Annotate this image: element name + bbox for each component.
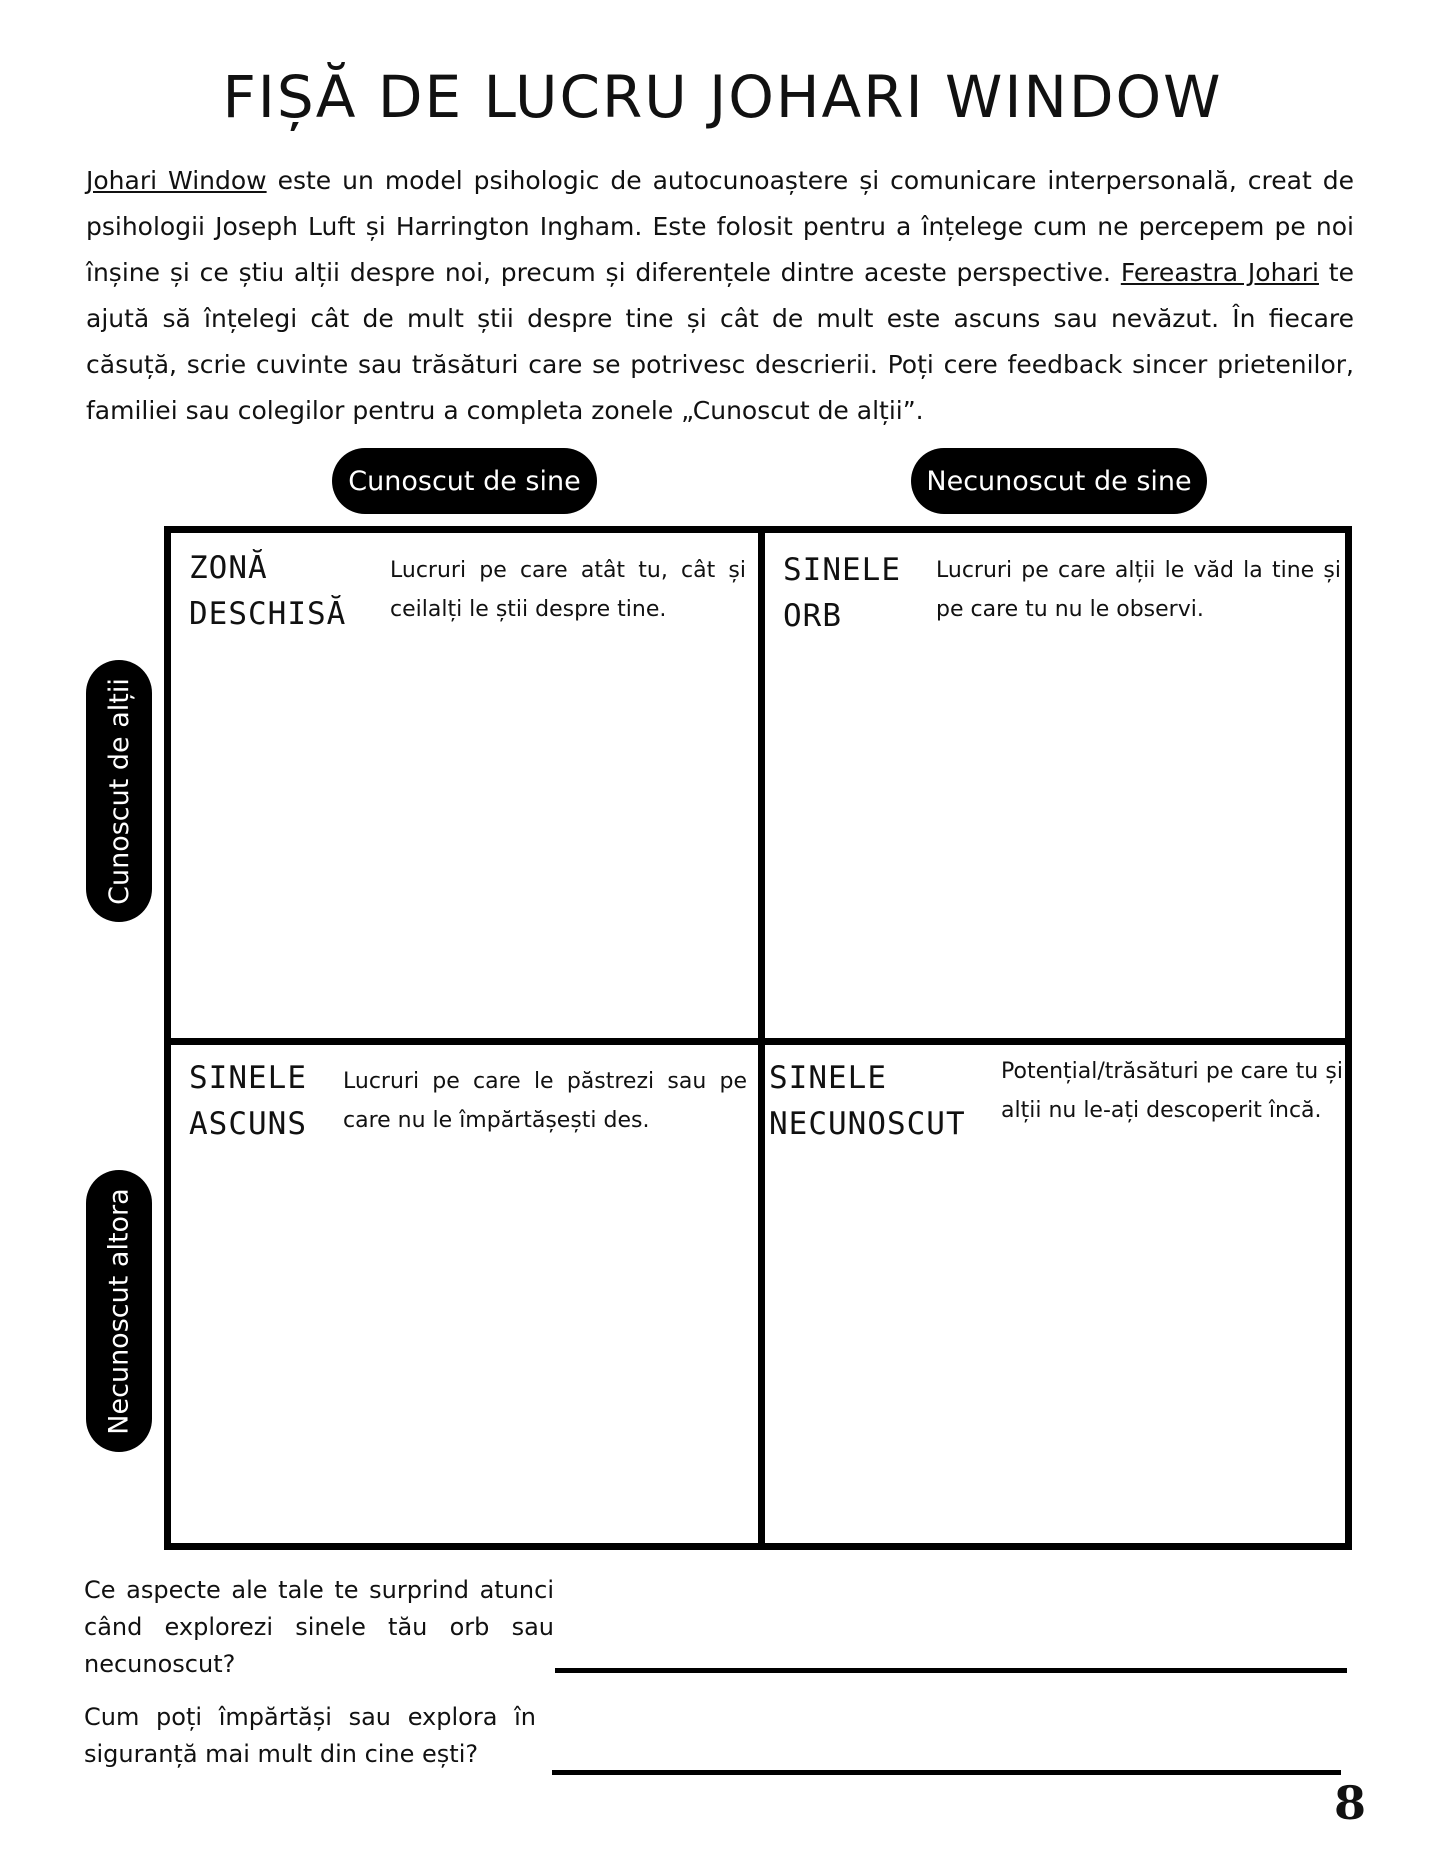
grid-horizontal-divider (171, 1038, 1345, 1045)
question-2: Cum poți împărtăși sau explora în siguranță mai mult din cine ești? (84, 1703, 536, 1768)
zone-open-title: ZONĂ DESCHISĂ (189, 550, 347, 632)
intro-paragraph (86, 158, 1354, 434)
fereastra-johari-link: Fereastra Johari (1120, 258, 1319, 287)
page-number: 8 (1334, 1776, 1367, 1830)
zone-open-desc: Lucruri pe care atât tu, cât și ceilalți le știi despre tine. (390, 558, 746, 622)
axis-known-to-others-label: Cunoscut de alții (103, 677, 135, 905)
answer-line-2[interactable] (552, 1770, 1341, 1775)
page-title: FIȘĂ DE LUCRU JOHARI WINDOW (222, 63, 1223, 131)
axis-known-to-others (86, 660, 152, 922)
axis-unknown-to-others-label: Necunoscut altora (103, 1187, 135, 1435)
intro-text-part2: te ajută să înțelegi cât de mult știi despre tine și cât de mult este ascuns sau nevăzut. În fiecare căsuță, scrie cuvinte sau trăsături care se potrivesc descrierii. Poți cere feedback sincer prietenilor, familiei sau colegilor pentru a completa zonele „Cunoscut de alții”. (86, 258, 1354, 425)
zone-hidden-desc: Lucruri pe care le păstrezi sau pe care nu le împărtășești des. (343, 1069, 747, 1133)
zone-hidden-title: SINELE ASCUNS (189, 1060, 307, 1142)
johari-grid (164, 526, 1352, 1550)
zone-blind-desc: Lucruri pe care alții le văd la tine și pe care tu nu le observi. (936, 558, 1341, 622)
axis-unknown-to-self (911, 448, 1207, 514)
johari-window-link: Johari Window (86, 166, 267, 195)
axis-known-to-self (332, 448, 597, 514)
zone-blind-title: SINELE ORB (783, 552, 901, 634)
axis-unknown-to-others (86, 1170, 152, 1452)
question-1: Ce aspecte ale tale te surprind atunci când explorezi sinele tău orb sau necunoscut? (84, 1576, 554, 1678)
axis-unknown-to-self-label: Necunoscut de sine (926, 465, 1192, 497)
intro-text-part1: este un model psihologic de autocunoaștere și comunicare interpersonală, creat de psihologii Joseph Luft și Harrington Ingham. Este folosit pentru a înțelege cum ne percepem pe noi înșine și ce știu alții despre noi, precum și diferențele dintre aceste perspective. (86, 166, 1355, 287)
zone-unknown-desc: Potențial/trăsături pe care tu și alții nu le-ați descoperit încă. (1001, 1059, 1343, 1123)
zone-unknown-title: SINELE NECUNOSCUT (769, 1060, 966, 1142)
axis-known-to-self-label: Cunoscut de sine (348, 465, 581, 497)
answer-line-1[interactable] (555, 1668, 1347, 1673)
